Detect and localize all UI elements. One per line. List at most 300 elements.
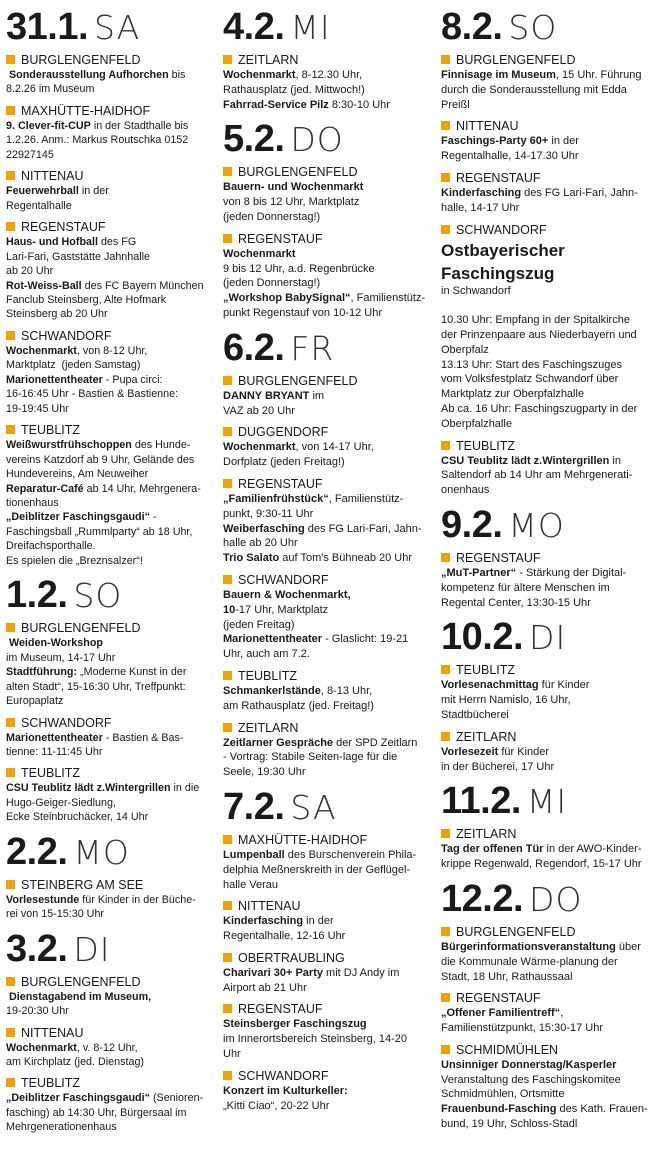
description-line — [223, 306, 425, 321]
location-name: ZEITLARN — [238, 53, 299, 67]
location-heading — [223, 231, 425, 247]
event-description — [6, 438, 212, 568]
event-headline: Ostbayerischer — [441, 240, 565, 260]
location-heading — [441, 1042, 653, 1058]
orange-square-bullet-icon — [223, 55, 232, 64]
event-detail: Es spielen die „Breznsalzer“! — [6, 554, 143, 567]
description-line — [6, 1106, 212, 1120]
event-title: Wochenmarkt — [6, 344, 77, 357]
event-description — [6, 68, 212, 97]
event-entry — [223, 898, 425, 944]
orange-square-bullet-icon — [223, 234, 232, 243]
calendar-column-3 — [441, 0, 653, 1132]
description-line — [6, 1091, 212, 1105]
event-title: Trio Salato — [223, 552, 280, 565]
description-line — [223, 83, 425, 98]
event-entry — [6, 219, 212, 322]
event-detail: -17 Uhr, Marktplatz — [235, 603, 329, 616]
description-line — [223, 603, 425, 618]
description-line — [223, 588, 425, 603]
event-detail: alten Stadt“, 15-16:30 Uhr, Treffpunkt: — [6, 680, 186, 693]
location-name: REGENSTAUF — [238, 231, 323, 246]
description-line — [223, 492, 425, 507]
location-name: BURGLENGENFELD — [21, 53, 141, 67]
event-entry — [6, 620, 212, 708]
event-entry — [441, 729, 653, 775]
description-line — [441, 955, 653, 970]
location-heading — [223, 720, 425, 736]
weekday: SA — [94, 8, 141, 47]
description-line — [441, 402, 653, 417]
event-description — [441, 454, 653, 498]
date-number: 6.2. — [223, 326, 285, 369]
event-detail: halle, 14-17 Uhr — [441, 201, 520, 214]
event-detail: rei von 15-15:30 Uhr — [6, 908, 104, 921]
event-entry — [223, 720, 425, 780]
event-detail: Familienstützpunkt, 15:30-17 Uhr — [441, 1022, 604, 1035]
event-entry — [441, 990, 653, 1036]
location-name: SCHWANDORF — [21, 328, 112, 343]
orange-square-bullet-icon — [223, 953, 232, 962]
description-line — [441, 328, 653, 343]
weekday: DO — [529, 879, 583, 919]
event-entry — [6, 52, 212, 97]
event-title: Haus- und Hofball — [6, 236, 98, 249]
event-description — [223, 848, 425, 892]
location-heading — [441, 118, 653, 134]
event-description — [223, 180, 425, 224]
event-title: CSU Teublitz lädt z.Wintergrillen — [441, 454, 610, 467]
description-line — [441, 298, 653, 313]
description-line — [6, 525, 212, 539]
date-number: 3.2. — [6, 927, 68, 970]
description-line — [6, 373, 212, 387]
date-number: 2.2. — [6, 830, 68, 873]
day-block — [441, 782, 653, 872]
event-entry — [223, 1001, 425, 1061]
location-heading — [223, 476, 425, 492]
event-detail: Ab ca. 16 Uhr: Faschingszugparty in der — [441, 402, 638, 415]
event-title: Marionettentheater — [6, 731, 103, 744]
event-description — [441, 68, 653, 112]
event-description — [223, 389, 425, 419]
description-line — [6, 1055, 212, 1069]
day-block — [441, 503, 653, 610]
orange-square-bullet-icon — [223, 671, 232, 680]
orange-square-bullet-icon — [223, 835, 232, 844]
description-line — [223, 404, 425, 419]
description-line — [6, 665, 212, 679]
event-description — [441, 1006, 653, 1036]
description-line — [223, 981, 425, 996]
event-detail: 10.30 Uhr: Empfang in der Spitalkirche — [441, 314, 630, 327]
event-detail: 9 bis 12 Uhr, a.d. Regenbrücke — [223, 262, 375, 275]
event-detail: im Innerortsbereich Steinsberg, 14-20 — [223, 1033, 408, 1046]
description-line — [441, 581, 653, 596]
date-heading — [223, 785, 425, 828]
day-block — [6, 576, 212, 825]
description-line — [6, 199, 212, 213]
description-line — [223, 863, 425, 878]
event-description — [441, 678, 653, 722]
description-line — [6, 82, 212, 96]
orange-square-bullet-icon — [6, 880, 15, 889]
event-detail: , von 8-12 Uhr, — [76, 344, 148, 357]
event-entry — [6, 1075, 212, 1134]
description-line — [441, 358, 653, 373]
date-number: 11.2. — [441, 780, 521, 823]
description-line — [6, 781, 212, 795]
event-detail: am Kirchplatz (jed. Dienstag) — [6, 1056, 145, 1069]
event-entry — [441, 826, 653, 872]
description-line — [441, 760, 653, 775]
event-detail: , Familienstütz- — [328, 492, 404, 505]
event-description — [6, 1091, 212, 1134]
location-heading — [6, 877, 212, 893]
event-detail: im — [309, 389, 325, 402]
date-heading — [223, 118, 425, 161]
event-description — [6, 235, 212, 322]
event-entry — [6, 715, 212, 760]
description-line — [441, 83, 653, 98]
description-line — [6, 307, 212, 321]
description-line — [441, 745, 653, 760]
day-block — [223, 326, 425, 780]
event-detail: 22927145 — [6, 148, 54, 161]
description-line — [6, 651, 212, 665]
day-block — [441, 877, 653, 1132]
date-heading — [441, 877, 653, 920]
event-description — [441, 842, 653, 872]
event-description — [6, 731, 212, 760]
event-detail: des Hunde- — [131, 439, 191, 452]
event-detail: Regentalhalle — [6, 199, 72, 212]
event-detail: bund, 19 Uhr, Schloss-Stadl — [441, 1118, 578, 1131]
date-heading — [6, 574, 212, 617]
event-title: Stadtführung: — [6, 666, 78, 679]
orange-square-bullet-icon — [6, 1028, 15, 1037]
description-line — [441, 596, 653, 611]
description-line — [441, 1058, 653, 1073]
event-title: Vorlesezeit — [441, 745, 499, 758]
date-heading — [441, 616, 653, 659]
description-line — [6, 680, 212, 694]
event-title: Vorlesestunde — [6, 893, 80, 906]
description-line — [6, 554, 212, 568]
description-line — [441, 857, 653, 872]
description-line — [441, 454, 653, 469]
event-title: Rot-Weiss-Ball — [6, 279, 82, 292]
event-entry — [223, 373, 425, 419]
event-detail: der SPD Zeitlarn — [333, 736, 418, 749]
description-line — [223, 68, 425, 83]
event-detail: delphia Meßnerskreith in der Geflügel- — [223, 863, 411, 876]
event-entry — [223, 1068, 425, 1114]
orange-square-bullet-icon — [6, 55, 15, 64]
description-line — [223, 522, 425, 537]
day-block — [441, 8, 653, 498]
description-line — [223, 1084, 425, 1099]
orange-square-bullet-icon — [6, 171, 15, 180]
orange-square-bullet-icon — [441, 1045, 450, 1054]
event-title: Weiden-Workshop — [6, 637, 103, 650]
orange-square-bullet-icon — [6, 718, 15, 727]
description-line — [223, 765, 425, 780]
description-line — [223, 180, 425, 195]
orange-square-bullet-icon — [223, 376, 232, 385]
event-detail: Stadtbücherei — [441, 708, 509, 721]
event-title: Kinderfasching — [223, 915, 304, 928]
location-name: TEUBLITZ — [21, 1076, 81, 1091]
description-line — [6, 250, 212, 264]
event-detail: Preißl — [441, 98, 470, 111]
date-number: 4.2. — [223, 6, 285, 48]
description-line — [6, 148, 212, 162]
event-description — [441, 284, 653, 432]
location-heading — [223, 1001, 425, 1017]
location-heading — [223, 950, 425, 966]
event-detail: Dorfplatz (jeden Freitag!) — [223, 456, 345, 469]
calendar-column-2 — [223, 0, 425, 1113]
description-line — [223, 929, 425, 944]
event-detail: des Kath. Frauen- — [556, 1103, 648, 1116]
event-description — [223, 588, 425, 662]
description-line — [441, 68, 653, 83]
event-detail: Marktplatz zur Oberpfalzhalle — [441, 388, 585, 401]
event-title: „Deiblitzer Faschingsgaudi“ — [6, 1092, 150, 1105]
event-detail: durch die Sonderausstellung mit Edda — [441, 83, 627, 96]
description-line — [6, 810, 212, 824]
location-heading — [6, 765, 212, 781]
description-line — [223, 618, 425, 633]
event-entry — [6, 103, 212, 162]
event-detail: Rathausplatz (jed. Mittwoch!) — [223, 83, 365, 96]
orange-square-bullet-icon — [6, 425, 15, 434]
location-heading — [223, 1068, 425, 1084]
event-detail: Dreifachsporthalle. — [6, 540, 96, 553]
orange-square-bullet-icon — [441, 993, 450, 1002]
event-title: Wochenmarkt — [223, 69, 296, 81]
description-line — [223, 684, 425, 699]
orange-square-bullet-icon — [223, 1071, 232, 1080]
description-line — [441, 284, 653, 299]
location-heading — [6, 168, 212, 184]
description-line — [441, 1117, 653, 1132]
day-block — [223, 8, 425, 112]
description-line — [6, 184, 212, 198]
orange-square-bullet-icon — [441, 225, 450, 234]
event-description — [6, 893, 212, 922]
description-line — [223, 736, 425, 751]
event-detail: Saltendorf ab 14 Uhr am Mehrgenerati- — [441, 469, 633, 482]
event-title: Reparatur-Café — [6, 482, 84, 495]
location-heading — [223, 898, 425, 914]
description-line — [6, 133, 212, 147]
event-detail: , — [560, 1007, 564, 1020]
description-line — [441, 98, 653, 113]
description-line — [223, 1047, 425, 1062]
description-line — [6, 796, 212, 810]
orange-square-bullet-icon — [223, 427, 232, 436]
event-entry — [6, 765, 212, 824]
event-entry — [223, 668, 425, 714]
event-detail: Uhr, auch am 7.2. — [223, 648, 310, 661]
event-title: Schmankerlstände — [223, 684, 321, 697]
description-line — [6, 990, 212, 1004]
event-detail: von 8 bis 12 Uhr, Marktplatz — [223, 196, 360, 209]
location-name: BURGLENGENFELD — [238, 165, 358, 180]
event-detail: Europaplatz — [6, 695, 64, 708]
location-name: TEUBLITZ — [456, 438, 516, 453]
event-description — [223, 1017, 425, 1061]
orange-square-bullet-icon — [6, 331, 15, 340]
event-detail: Stadt, 18 Uhr, Rathaussaal — [441, 970, 573, 983]
date-number: 7.2. — [223, 785, 285, 828]
location-name: BURGLENGENFELD — [21, 621, 141, 636]
description-line — [223, 1099, 425, 1114]
date-heading — [223, 326, 425, 369]
event-title: „Workshop BabySignal“ — [223, 292, 351, 305]
event-title: Bauern- und Wochenmarkt — [223, 181, 364, 194]
description-line — [6, 1041, 212, 1055]
description-line — [441, 970, 653, 985]
location-heading — [223, 373, 425, 389]
description-line — [441, 708, 653, 723]
event-title: Bürgerinformationsveranstaltung — [441, 940, 616, 953]
date-heading — [6, 8, 212, 46]
event-entry — [6, 877, 212, 922]
event-title: Konzert im Kulturkeller: — [223, 1084, 348, 1097]
description-line — [441, 1087, 653, 1102]
event-detail: bis — [168, 69, 186, 81]
description-line — [6, 482, 212, 496]
description-line — [441, 468, 653, 483]
event-entry — [223, 950, 425, 996]
description-line — [6, 893, 212, 907]
orange-square-bullet-icon — [441, 927, 450, 936]
location-name: TEUBLITZ — [238, 668, 298, 683]
event-description — [6, 184, 212, 213]
event-headline: Faschingszug — [441, 263, 555, 283]
location-heading — [223, 668, 425, 684]
event-description — [441, 134, 653, 164]
description-line — [6, 907, 212, 921]
event-title: Zeitlarner Gespräche — [223, 736, 334, 749]
date-number: 9.2. — [441, 503, 503, 546]
description-line — [441, 693, 653, 708]
location-heading — [6, 103, 212, 119]
event-title: Vorlesenachmittag — [441, 679, 539, 692]
location-heading — [6, 1025, 212, 1041]
event-description — [441, 566, 653, 610]
event-entry — [441, 662, 653, 722]
weekday: SO — [73, 576, 123, 616]
location-heading — [223, 52, 425, 68]
event-detail: 19-20:30 Uhr — [6, 1005, 69, 1018]
event-entry — [441, 1042, 653, 1132]
event-detail: des FG Lari-Fari, Jahn- — [304, 522, 422, 535]
event-entry — [223, 231, 425, 321]
event-detail: - Bastien & Bas- — [102, 731, 184, 744]
event-detail: Airport ab 21 Uhr — [223, 981, 307, 994]
location-heading — [441, 990, 653, 1006]
description-line — [6, 235, 212, 249]
event-detail: Ecke Steinbruchäcker, 14 Uhr — [6, 811, 149, 824]
orange-square-bullet-icon — [223, 575, 232, 584]
event-detail: die Kommunale Wärme-planung der — [441, 955, 618, 968]
event-entry — [223, 424, 425, 470]
description-line — [6, 745, 212, 759]
description-line — [223, 440, 425, 455]
location-heading — [6, 219, 212, 235]
description-line — [441, 387, 653, 402]
location-heading — [441, 924, 653, 940]
description-line — [223, 750, 425, 765]
event-entry — [441, 170, 653, 216]
description-line — [6, 279, 212, 293]
description-line — [223, 389, 425, 404]
location-name: REGENSTAUF — [238, 1002, 323, 1017]
event-description — [6, 990, 212, 1019]
description-line — [223, 699, 425, 714]
location-name: SCHWANDORF — [238, 572, 329, 587]
event-title: Marionettentheater — [6, 373, 103, 386]
event-detail: , Familienstütz- — [350, 292, 426, 305]
event-detail: „Kitti Ciao“, 20-22 Uhr — [223, 1099, 330, 1112]
event-description — [441, 745, 653, 775]
event-detail: auf Tom's Bühneab 20 Uhr — [279, 552, 413, 565]
location-heading — [223, 424, 425, 440]
weekday: DO — [290, 120, 344, 160]
weekday: SO — [508, 8, 558, 47]
location-name: TEUBLITZ — [21, 766, 81, 781]
date-number: 31.1. — [6, 6, 89, 48]
event-detail: - Vortrag: Stabile Seiten-lage für die — [223, 751, 398, 764]
location-name: ZEITLARN — [456, 827, 517, 842]
description-line — [6, 344, 212, 358]
description-line — [441, 149, 653, 164]
event-title: 9. Clever-fit-CUP — [6, 119, 91, 132]
event-description — [6, 636, 212, 708]
event-entry — [441, 924, 653, 984]
event-title: Sonderausstellung Aufhorchen — [6, 69, 169, 81]
description-line — [223, 195, 425, 210]
event-entry — [6, 168, 212, 213]
orange-square-bullet-icon — [223, 479, 232, 488]
description-line — [6, 467, 212, 481]
event-detail: punkt, 9:30-11 Uhr — [223, 507, 314, 520]
event-title: Wochenmarkt — [223, 441, 296, 454]
event-title: „Offener Familientreff“ — [441, 1007, 561, 1020]
location-heading — [441, 222, 653, 238]
date-heading — [6, 927, 212, 970]
event-detail: in der — [303, 915, 334, 928]
location-name: ZEITLARN — [238, 720, 299, 735]
event-detail: in der AWO-Kinder- — [543, 843, 642, 856]
event-description — [6, 344, 212, 416]
event-detail: mit DJ Andy im — [322, 966, 400, 979]
location-name: REGENSTAUF — [456, 991, 541, 1006]
event-detail: - Pupa circi: — [102, 373, 163, 386]
event-detail: , v. 8-12 Uhr, — [76, 1041, 138, 1054]
event-detail: 19-19:45 Uhr — [6, 402, 69, 415]
description-line — [223, 914, 425, 929]
day-block — [223, 785, 425, 1114]
location-heading — [441, 662, 653, 678]
description-line — [223, 455, 425, 470]
event-entry — [441, 438, 653, 498]
orange-square-bullet-icon — [6, 768, 15, 777]
